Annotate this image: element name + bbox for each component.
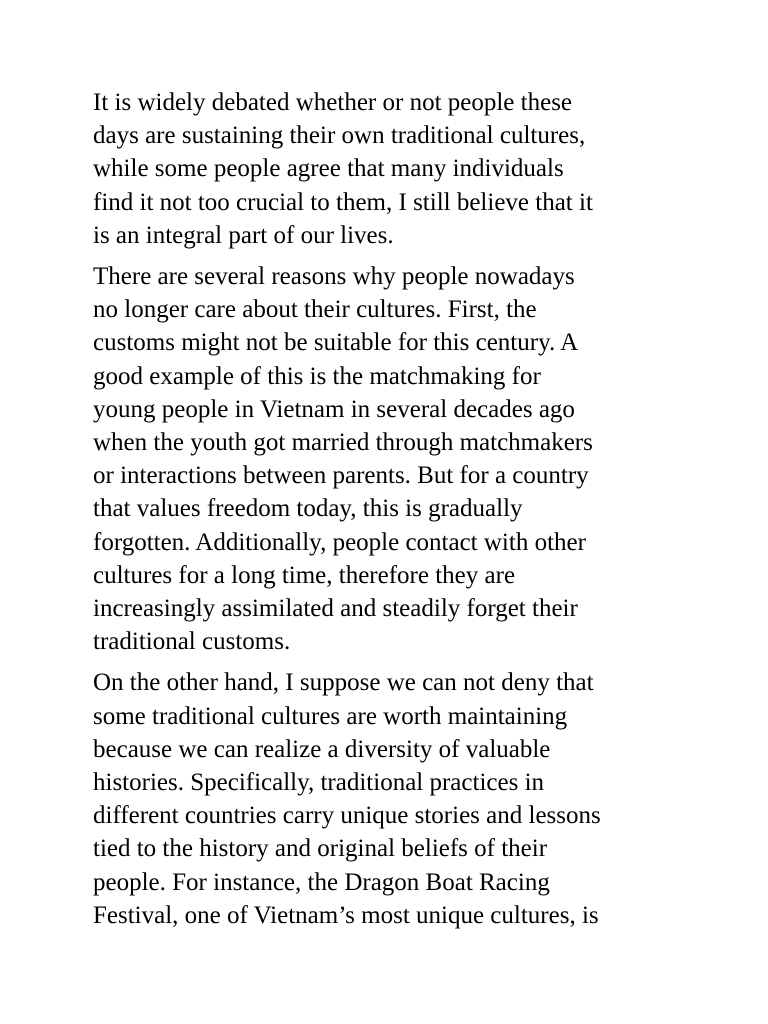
text-line: customs might not be suitable for this century. A bbox=[93, 329, 579, 357]
paragraph-3 bbox=[93, 666, 683, 932]
text-line: when the youth got married through matchmakers bbox=[93, 429, 593, 457]
text-line: is an integral part of our lives. bbox=[93, 221, 394, 249]
text-line: traditional customs. bbox=[93, 628, 291, 656]
text-line: There are several reasons why people nowadays bbox=[93, 263, 575, 291]
text-line: good example of this is the matchmaking for bbox=[93, 362, 541, 390]
text-line: while some people agree that many individuals bbox=[93, 155, 564, 183]
paragraph-1 bbox=[93, 86, 683, 252]
text-line: cultures for a long time, therefore they are bbox=[93, 561, 516, 589]
document-body bbox=[93, 86, 683, 940]
paragraph-2 bbox=[93, 260, 683, 658]
text-line: young people in Vietnam in several decades ago bbox=[93, 395, 575, 423]
text-line: because we can realize a diversity of valuable bbox=[93, 735, 551, 763]
text-line: forgotten. Additionally, people contact with other bbox=[93, 528, 586, 556]
text-line: people. For instance, the Dragon Boat Racing bbox=[93, 868, 550, 896]
text-line: On the other hand, I suppose we can not deny that bbox=[93, 669, 594, 697]
text-line: that values freedom today, this is gradually bbox=[93, 495, 523, 523]
text-line: Festival, one of Vietnam’s most unique cultures, is bbox=[93, 901, 599, 929]
text-line: or interactions between parents. But for a country bbox=[93, 462, 589, 490]
text-line: tied to the history and original beliefs of their bbox=[93, 835, 548, 863]
text-line: It is widely debated whether or not people these bbox=[93, 89, 573, 116]
text-line: days are sustaining their own traditional cultures, bbox=[93, 122, 586, 150]
text-line: no longer care about their cultures. First, the bbox=[93, 296, 537, 324]
text-line: find it not too crucial to them, I still believe that it bbox=[93, 188, 593, 216]
text-line: histories. Specifically, traditional practices in bbox=[93, 769, 545, 797]
text-line: some traditional cultures are worth maintaining bbox=[93, 702, 568, 730]
text-line: different countries carry unique stories and lessons bbox=[93, 802, 601, 830]
text-line: increasingly assimilated and steadily forget their bbox=[93, 595, 578, 623]
